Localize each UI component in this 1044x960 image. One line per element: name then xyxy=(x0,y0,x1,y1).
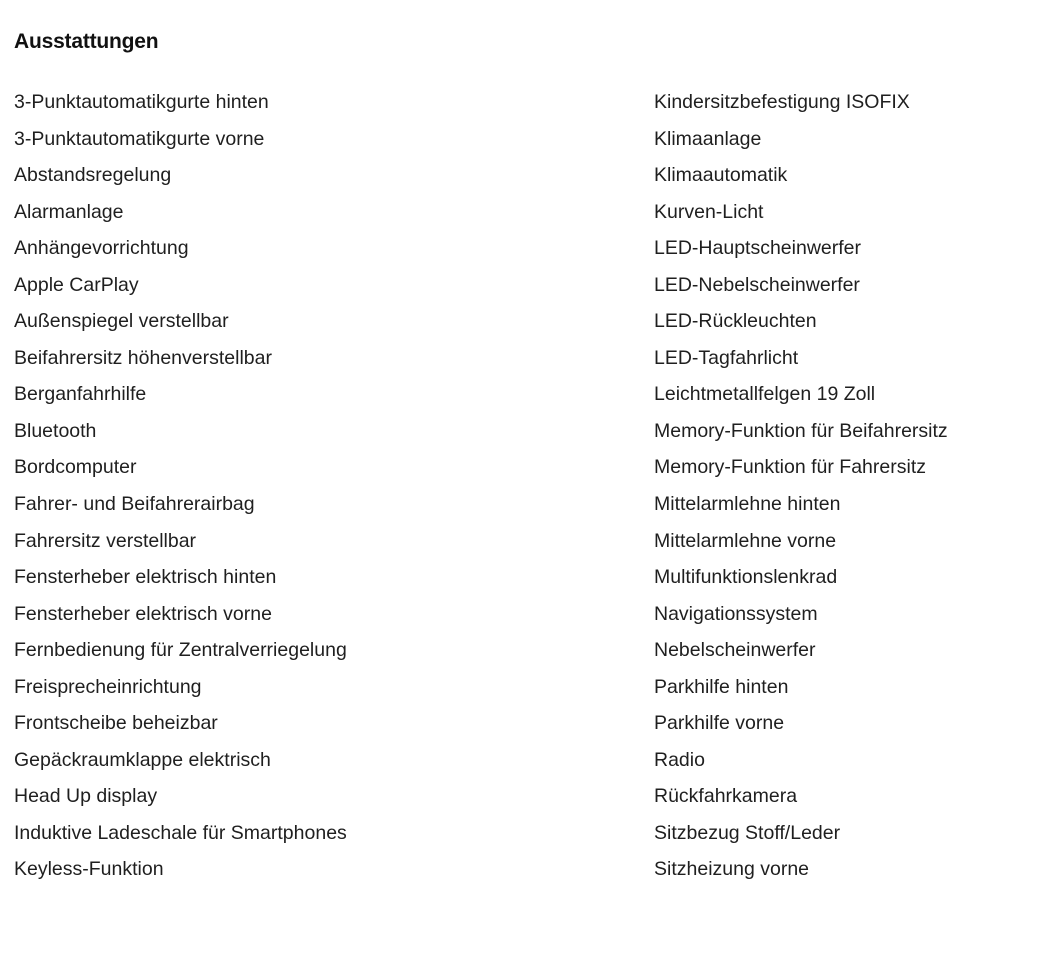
feature-item: Leichtmetallfelgen 19 Zoll xyxy=(654,383,876,406)
feature-item: Sitzheizung vorne xyxy=(654,858,810,881)
feature-list-left xyxy=(14,84,634,888)
feature-item: Anhängevorrichtung xyxy=(14,237,189,260)
feature-item: Klimaanlage xyxy=(654,127,762,150)
feature-item: Sitzbezug Stoff/Leder xyxy=(654,821,841,844)
feature-item: Rückfahrkamera xyxy=(654,785,798,808)
feature-item: Abstandsregelung xyxy=(14,164,172,187)
feature-item: Fensterheber elektrisch hinten xyxy=(14,566,277,589)
feature-item: Nebelscheinwerfer xyxy=(654,639,816,662)
feature-item: Multifunktionslenkrad xyxy=(654,566,838,589)
feature-item: Keyless-Funktion xyxy=(14,858,164,881)
feature-item: Berganfahrhilfe xyxy=(14,383,147,406)
feature-item: Alarmanlage xyxy=(14,200,124,223)
feature-item: Kindersitzbefestigung ISOFIX xyxy=(654,91,910,113)
feature-item: LED-Hauptscheinwerfer xyxy=(654,237,862,260)
feature-item: Memory-Funktion für Fahrersitz xyxy=(654,456,926,479)
feature-item: Fensterheber elektrisch vorne xyxy=(14,602,272,625)
feature-item: Apple CarPlay xyxy=(14,273,139,296)
feature-item: Head Up display xyxy=(14,785,158,808)
feature-item: Mittelarmlehne vorne xyxy=(654,529,837,552)
section-heading: Ausstattungen xyxy=(14,30,159,53)
feature-item: LED-Rückleuchten xyxy=(654,310,817,333)
feature-item: LED-Tagfahrlicht xyxy=(654,346,799,369)
feature-item: Memory-Funktion für Beifahrersitz xyxy=(654,419,948,442)
feature-item: Navigationssystem xyxy=(654,602,818,625)
feature-item: Radio xyxy=(654,748,705,771)
feature-item: 3-Punktautomatikgurte vorne xyxy=(14,127,265,150)
feature-item: Parkhilfe hinten xyxy=(654,675,789,698)
feature-item: Freisprecheinrichtung xyxy=(14,675,202,698)
feature-item: Parkhilfe vorne xyxy=(654,712,785,735)
feature-item: Bluetooth xyxy=(14,419,97,442)
feature-item: Fernbedienung für Zentralverriegelung xyxy=(14,639,347,662)
feature-item: Kurven-Licht xyxy=(654,200,764,223)
feature-item: Bordcomputer xyxy=(14,456,137,479)
feature-item: LED-Nebelscheinwerfer xyxy=(654,273,860,296)
feature-item: Außenspiegel verstellbar xyxy=(14,310,229,333)
feature-item: 3-Punktautomatikgurte hinten xyxy=(14,91,269,113)
feature-item: Frontscheibe beheizbar xyxy=(14,712,218,735)
feature-item: Gepäckraumklappe elektrisch xyxy=(14,748,271,771)
feature-item: Induktive Ladeschale für Smartphones xyxy=(14,821,347,844)
feature-item: Beifahrersitz höhenverstellbar xyxy=(14,346,272,369)
feature-item: Klimaautomatik xyxy=(654,164,788,187)
feature-item: Fahrer- und Beifahrerairbag xyxy=(14,493,255,516)
feature-item: Fahrersitz verstellbar xyxy=(14,529,197,552)
feature-list-right xyxy=(654,84,1034,888)
feature-item: Mittelarmlehne hinten xyxy=(654,493,841,516)
